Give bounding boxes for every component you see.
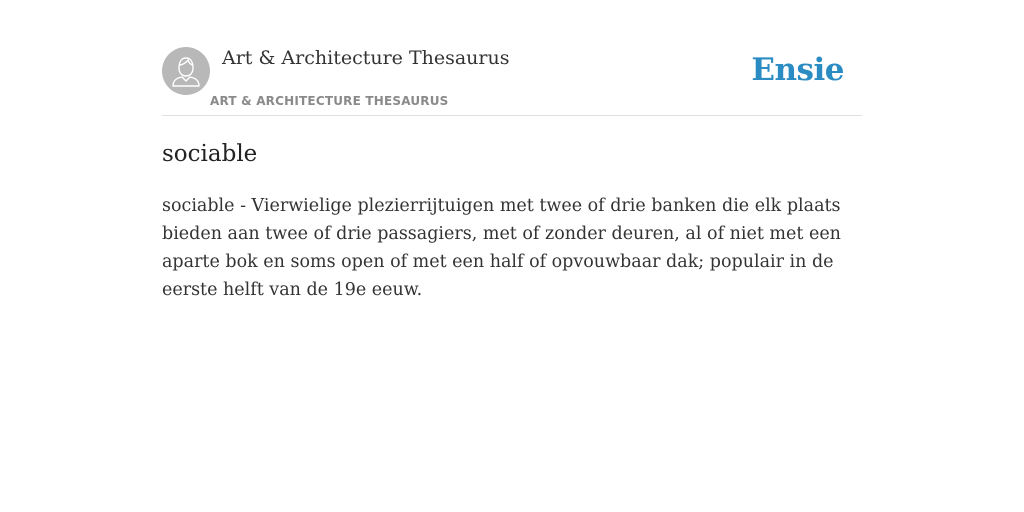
entry-term: sociable	[162, 141, 258, 167]
entry-definition: sociable - Vierwielige plezierrijtuigen met twee of drie banken die elk plaats bieden aan twee of drie passagiers, met of zonder deuren, al of niet met een aparte bok en soms open of met een half of opvouwbaar dak; populair in de eerste helft van de 19e eeuw.	[162, 196, 841, 300]
brand-logo[interactable]: Ensie	[751, 52, 844, 88]
header	[162, 0, 862, 116]
avatar[interactable]	[162, 47, 210, 95]
user-icon	[162, 47, 210, 95]
source-title[interactable]: Art & Architecture Thesaurus	[222, 47, 510, 69]
source-subtitle[interactable]: ART & ARCHITECTURE THESAURUS	[210, 94, 449, 108]
